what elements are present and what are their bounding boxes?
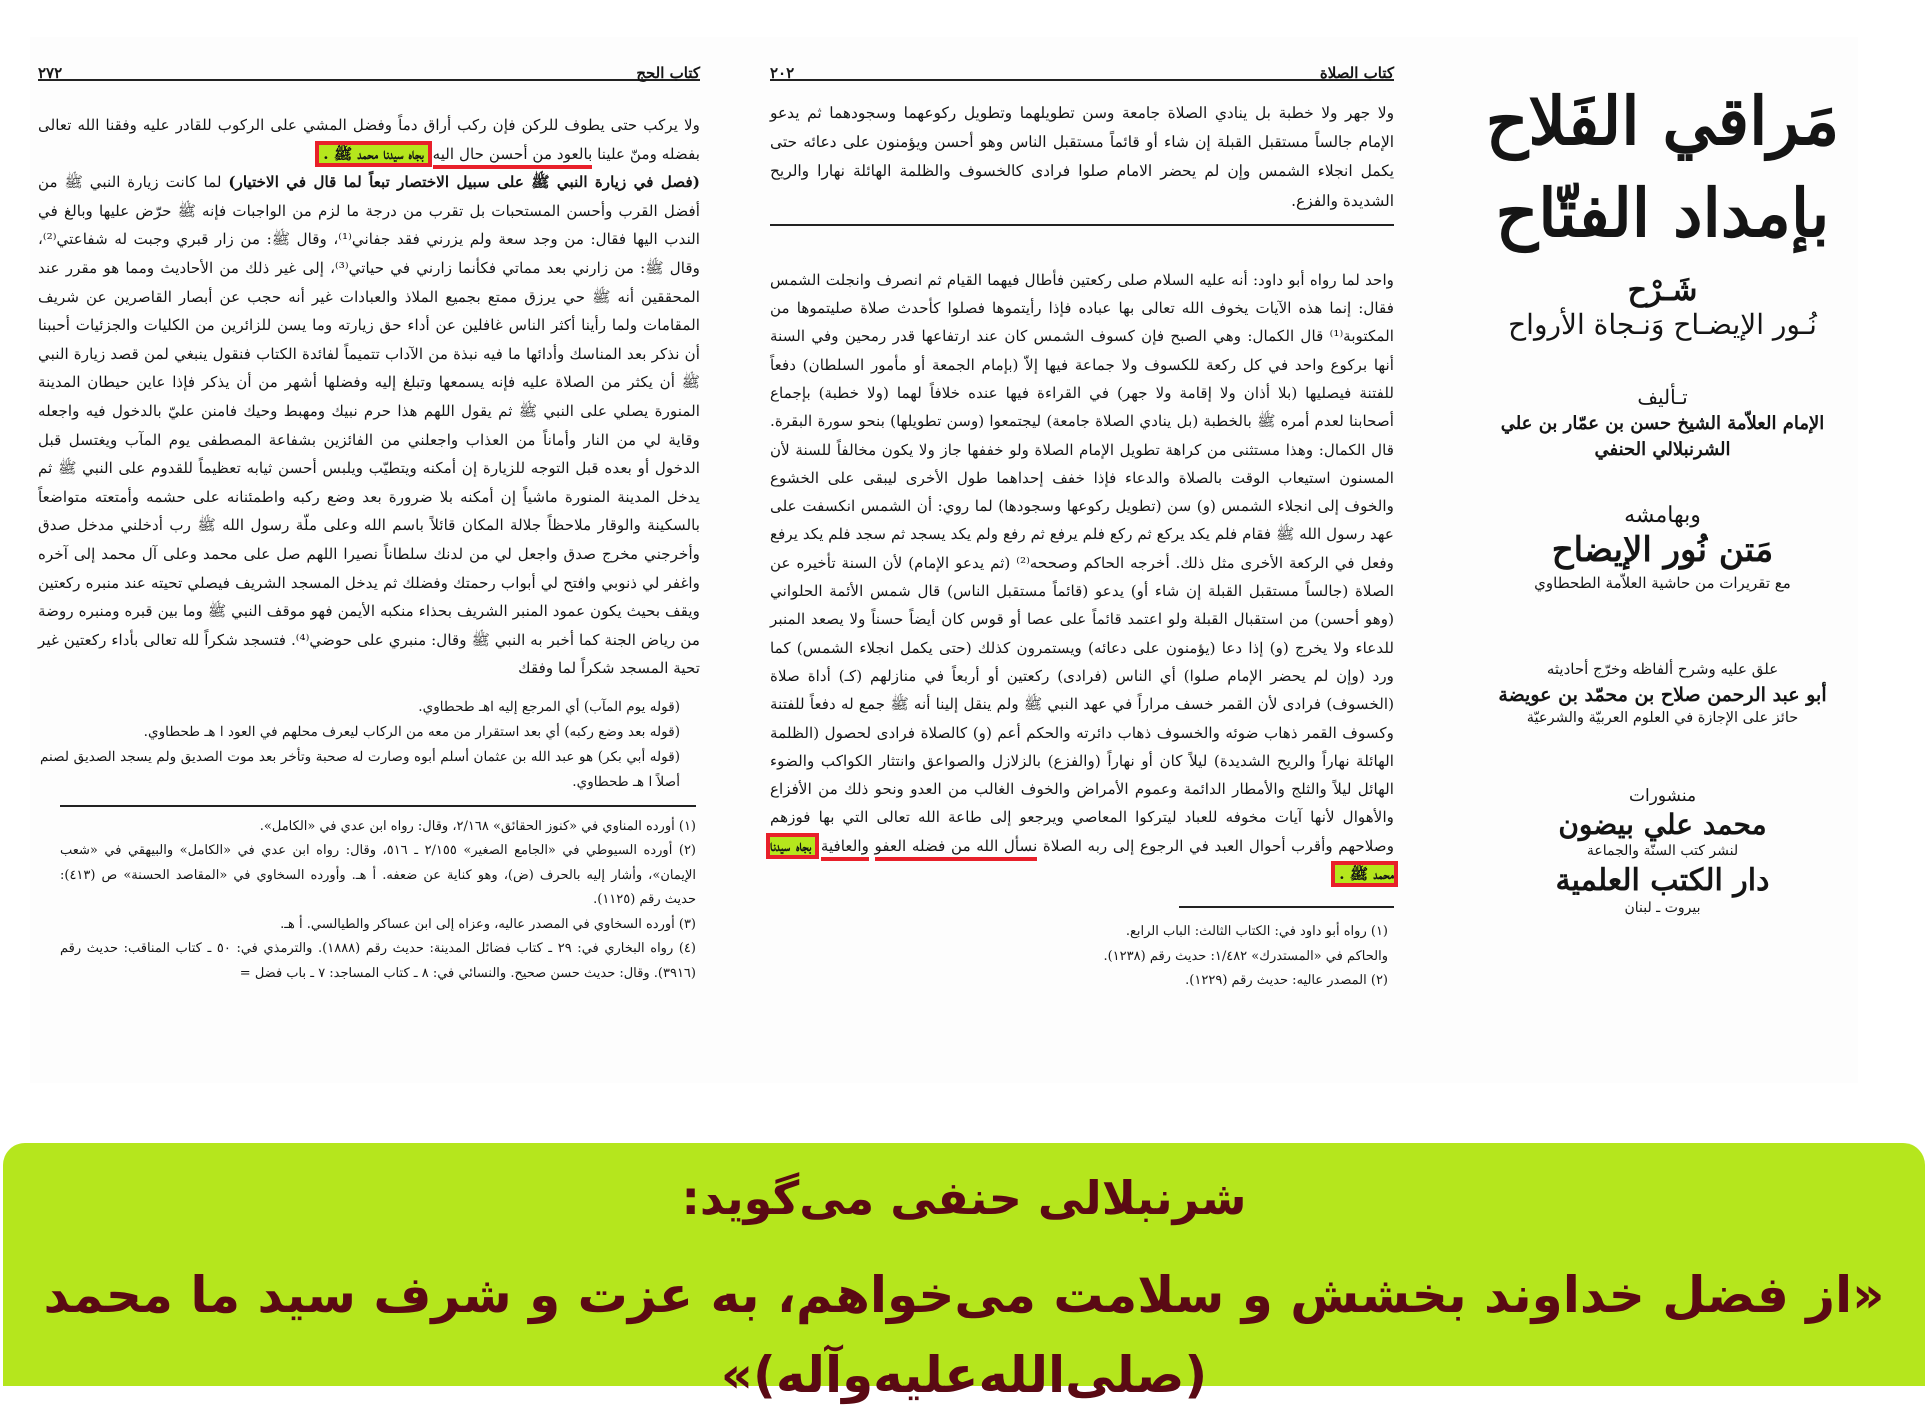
footnote-item: (٣) أورده السخاوي في المصدر عاليه، وعزاه إلى ابن عساكر والطيالسي. أ هـ. xyxy=(280,916,696,932)
paragraph-text: واحد لما رواه أبو داود: أنه عليه السلام صلى ركعتين فأطال فيهما القيام ثم انصرف وانجلت الشمس فقال: إنما هذه الآيات يخوف الله تعالى بها عباده فإذا رأيتموها فصلوا كأحدث صلاة صليتموها من المكتوبة⁽¹⁾ قال الكمال: وهي الصبح فإن كسوف الشمس كان عند ارتفاعها قدر رمحين وفي السنة أنها بركوع واحد في كل ركعة للكسوف ولا جماعة فيها إلاّ (بإمام الجمعة أو مأمور السلطان) دفعاً للفتنة فيصليها (بلا أذان ولا إقامة ولا جهر) في القراءة فيها عنده خلافاً لهما (ولا خطبة) بإجماع أصحابنا لعدم أمره ﷺ بالخطبة (بل ينادي الصلاة جامعة) ليجتمعوا (وسن تطويلها) بنحو سورة البقرة. قال الكمال: وهذا مستثنى من كراهة تطويل الإمام الصلاة ولو خففها جاز ولا يكون مخالفاً للسنة لأن المسنون استيعاب الوقت بالصلاة والدعاء فإذا خفف إحداهما طول الأخرى ليبقى على الخشوع والخوف إلى انجلاء الشمس (و) سن (تطويل ركوعها وسجودها) لما روي: أن الشمس انكسفت على عهد رسول الله ﷺ فقام فلم يكد يركع ثم ركع فلم يرفع ثم رفع ولم يكد يسجد ثم سجد فلم يكد يرفع وفعل في الركعة الأخرى مثل ذلك. أخرجه الحاكم وصححه⁽²⁾ (ثم يدعو الإمام) لأن السنة تأخيره عن الصلاة (جالساً مستقبل القبلة إن شاء أو) يدعو (قائماً مستقبل الناس) قال شمس الأئمة الحلواني (وهو أحسن) من استقبال القبلة ولو اعتمد قائماً على عصا أو قوس كان أيضاً حسناً ولا يصعد المنبر للدعاء ولا يخرج (و) إذا دعا (يؤمنون على دعائه) ويستمرون كذلك (حتى يكمل انجلاء الشمس) كما ورد (وإن لم يحضر الإمام صلوا) أي الناس (فرادى) ركعتين أو أربعاً في منازلهم (كـ) أداة صلاة (الخسوف) فرادى لأن القمر خسف مراراً في عهد النبي ﷺ ولم ينقل إلينا أنه ﷺ جمع له دفعاً للفتنة وكسوف القمر ذهاب ضوئه والخسوف ذهاب دائرته والحكم أعم (و) كالصلاة فرادى لحصول (الظلمة الهائلة نهاراً والريح الشديدة) ليلاً كان أو نهاراً (والفزع) بالزلازل والصواعق وانتثار الكواكب والضوء الهائل ليلاً والثلج والأمطار الدائمة وعموم الأمراض والخوف الغالب من العدو ونحو ذلك من الأفزاع والأهوال لأنها آيات مخوفه للعباد ليتركوا المعاصي ويرجعو إلى طاعة الله تعالى التي بها فوزهم وصلاحهم وأقرب أحوال العبد في الرجوع إلى ربه الصلاة xyxy=(770,270,1395,855)
title-page xyxy=(1470,37,1855,916)
footnote-item: (١) أورده المناوي في «كنوز الحقائق» ٢/١٦٨، وقال: رواه ابن عدي في «الكامل». xyxy=(259,818,696,834)
underlined-phrase: نسأل الله من فضله العفو xyxy=(875,837,1038,861)
editor-credentials: حائز على الإجازة في العلوم العربيّة والشرعيّة xyxy=(1526,710,1799,726)
matn-text: ولا جهر ولا خطبة بل ينادي الصلاة جامعة وسن تطويلهما وتطويل ركوعهما وسجودهما ثم يدعو الإمام جالساً مستقبل القبلة إن شاء أو قائماً مستقبل الناس وهو أحسن ويؤمنون على دعائه حتى يكمل انجلاء الشمس وإن لم يحضر الامام صلوا فرادى كالخسوف والظلمة الهائلة نهارا والريح الشديدة والفزع. xyxy=(770,104,1394,210)
section-heading: (فصل في زيارة النبي ﷺ على سبيل الاختصار تبعاً لما قال في الاختيار) xyxy=(228,173,700,192)
note-item: (قوله بعد وضع ركبه) أي بعد استقرار من معه من الركاب ليعرف محلهم في العود ا هـ طحطاوي. xyxy=(143,723,680,740)
underlined-phrase: والعافية xyxy=(821,837,869,861)
caption-heading: شرنبلالی حنفی می‌گوید: xyxy=(681,1171,1247,1225)
main-text xyxy=(38,111,700,683)
editor-name: أبو عبد الرحمن صلاح بن محمّد بن عويضة xyxy=(1498,684,1827,706)
page-number: ٢٧٢ xyxy=(38,64,63,82)
sharh-text xyxy=(770,266,1394,889)
page-202 xyxy=(742,37,1402,994)
footnotes xyxy=(770,920,1388,994)
page-272 xyxy=(30,37,710,986)
running-title: كتاب الحج xyxy=(636,64,700,82)
highlighted-phrase: بجاه سيدنا محمد ﷺ . xyxy=(319,145,428,163)
note-item: (قوله يوم المآب) أي المرجع إليه اهـ طحطاوي. xyxy=(418,698,680,715)
underlined-phrase: بالعود من أحسن حال اليه xyxy=(433,145,593,169)
margin-text-subtitle: مع تقريرات من حاشية العلاّمة الطحطاوي xyxy=(1534,574,1791,592)
book-title xyxy=(1470,75,1855,259)
sharh-label: شَـرْح xyxy=(1627,273,1698,308)
footnote-item: والحاكم في «المستدرك» ١/٤٨٢: حديث رقم (١٢٣٨). xyxy=(1103,948,1388,964)
editor-label: علق عليه وشرح ألفاظه وخرّج أحاديثه xyxy=(1546,660,1779,678)
footnote-item: (١) رواه أبو داود في: الكتاب الثالث: الباب الرابع. xyxy=(1125,924,1388,940)
page-number: ٢٠٢ xyxy=(770,64,795,82)
book-title-line1: مَراقي الفَلاح xyxy=(1485,82,1840,160)
margin-label: وبهامشه xyxy=(1624,503,1701,528)
footnote-item: (٤) رواه البخاري في: ٢٩ ـ كتاب فضائل المدينة: حديث رقم (١٨٨٨). والترمذي في: ٥٠ ـ كتاب المناقب: حديث رقم (٣٩١٦). وقال: حديث حسن صحيح. والنسائي في: ٨ ـ كتاب المساجد: ٧ ـ باب فضل = xyxy=(60,941,696,981)
note-item: (قوله أبي بكر) هو عبد الله بن عثمان أسلم أبوه وصارت له صحبة وتأخر بعد موت الصديق ولم يسجد الصديق لصنم أصلاً ا هـ طحطاوي. xyxy=(40,748,680,790)
divider xyxy=(770,224,1394,226)
caption-banner xyxy=(3,1143,1925,1404)
running-header xyxy=(770,49,1394,81)
author-name: الإمام العلاّمة الشيخ حسن بن عمّار بن علي الشرنبلالي الحنفي xyxy=(1500,413,1825,460)
scanned-book-spread xyxy=(30,37,1858,1083)
footnote-item: (٢) أورده السيوطي في «الجامع الصغير» ٢/١٥٥ ـ ٥١٦، وقال: رواه ابن عدي في «الكامل» والبيهقي في «شعب الإيمان»، وأشار إليه بالحرف (ض)، وهو كناية عن ضعفه. أ هـ. وأورده السخاوي في «المقاصد الحسنة» ص (٤١٣): حديث رقم (١١٢٥). xyxy=(60,843,696,908)
footnote-item: (٢) المصدر عاليه: حديث رقم (١٢٢٩). xyxy=(1185,973,1388,989)
footnotes xyxy=(60,805,696,987)
paragraph-text: ولا يركب حتى يطوف للركن فإن ركب أراق دماً وفضل المشي على الركوب للقادر عليه وفقنا الله تعالى بفضله ومنّ علينا xyxy=(38,116,700,163)
running-title: كتاب الصلاة xyxy=(1319,64,1394,82)
publisher-name: محمد علي بيضون xyxy=(1558,808,1767,841)
running-header xyxy=(38,49,700,81)
caption-quote: «از فضل خداوند بخشش و سلامت می‌خواهم، به عزت و شرف سید ما محمد (صلی‌الله‌علیه‌وآله)» xyxy=(43,1266,1885,1404)
footnote-divider xyxy=(1179,906,1394,908)
publishing-house-logo: دار الكتب العلمية xyxy=(1555,863,1770,898)
book-title-line2: بإمداد الفتّاح xyxy=(1495,174,1830,252)
publisher-tagline: لنشر كتب السنّة والجماعة xyxy=(1586,843,1739,859)
base-text-title: نُـور الإيضـاح وَنـجاة الأرواح xyxy=(1508,308,1817,341)
paragraph-text: لما كانت زيارة النبي ﷺ من أفضل القرب وأحسن المستحبات بل تقرب من درجة ما لزم من الواجبات فإنه ﷺ حرّض عليها وبالغ في الندب اليها فقال: من وجد سعة ولم يزرني فقد جفاني⁽¹⁾، وقال ﷺ: من زار قبري وجبت له شفاعتي⁽²⁾، وقال ﷺ: من زارني بعد مماتي فكأنما زارني في حياتي⁽³⁾، إلى غير ذلك من الأحاديث ومما هو مقرر عند المحققين أنه ﷺ حي يرزق ممتع بجميع الملاذ والعبادات غير أنه حجب عن أبصار القاصرين عن شريف المقامات ولما رأينا أكثر الناس غافلين عن أداء حق زيارته وما يسن للزائرين من الكليات والجزئيات أحببنا أن نذكر بعد المناسك وأدائها ما فيه نبذة من الآداب تتميماً لفائدة الكتاب فنقول ينبغي لمن قصد زيارة النبي ﷺ أن يكثر من الصلاة عليه فإنه يسمعها وتبلغ إليه وفضلها أشهر من أن يذكر فإذا عاين حيطان المدينة المنورة يصلي على النبي ﷺ ثم يقول اللهم هذا حرم نبيك ومهبط وحيك فامنن عليّ بالدخول فيه واجعله وقاية لي من النار وأماناً من العذاب واجعلني من الفائزين بشفاعة المصطفى يوم المآب ويغتسل قبل الدخول أو بعده قبل التوجه للزيارة إن أمكنه ويتطيّب ويلبس أحسن ثيابه تعظيماً للقدوم على النبي ﷺ ثم يدخل المدينة المنورة ماشياً إن أمكنه بلا ضرورة بعد وضع ركبه واطمئنانه على حشمه وأمتعته متواضعاً بالسكينة والوقار ملاحظاً جلالة المكان قائلاً باسم الله وعلى ملّة رسول الله ﷺ رب أدخلني مدخل صدق وأخرجني مخرج صدق واجعل لي من لدنك سلطاناً نصيرا اللهم صل على محمد وعلى آل محمد إلى آخره واغفر لي ذنوبي وافتح لي أبواب رحمتك وفضلك ثم يدخل المسجد الشريف فيصلي تحيته عند منبره ركعتين ويقف بحيث يكون عمود المنبر الشريف بحذاء منكبه الأيمن فهو موقف النبي ﷺ وما بين قبره ومنبره روضة من رياض الجنة كما أخبر به النبي ﷺ وقال: منبري على حوضي⁽⁴⁾. فتسجد شكراً لله تعالى بأداء ركعتين غير تحية المسجد شكراً لما وفقك xyxy=(38,173,700,678)
margin-text-title: مَتن نُور الإيضاح xyxy=(1551,530,1774,570)
authorship-label: تـأليف xyxy=(1637,385,1688,409)
publisher-city: بيروت ـ لبنان xyxy=(1624,900,1701,916)
highlighted-phrase: بجاه سيدنا محمد ﷺ . xyxy=(770,836,1394,884)
publisher-label: منشورات xyxy=(1628,786,1697,806)
hashiya-notes xyxy=(40,695,680,795)
